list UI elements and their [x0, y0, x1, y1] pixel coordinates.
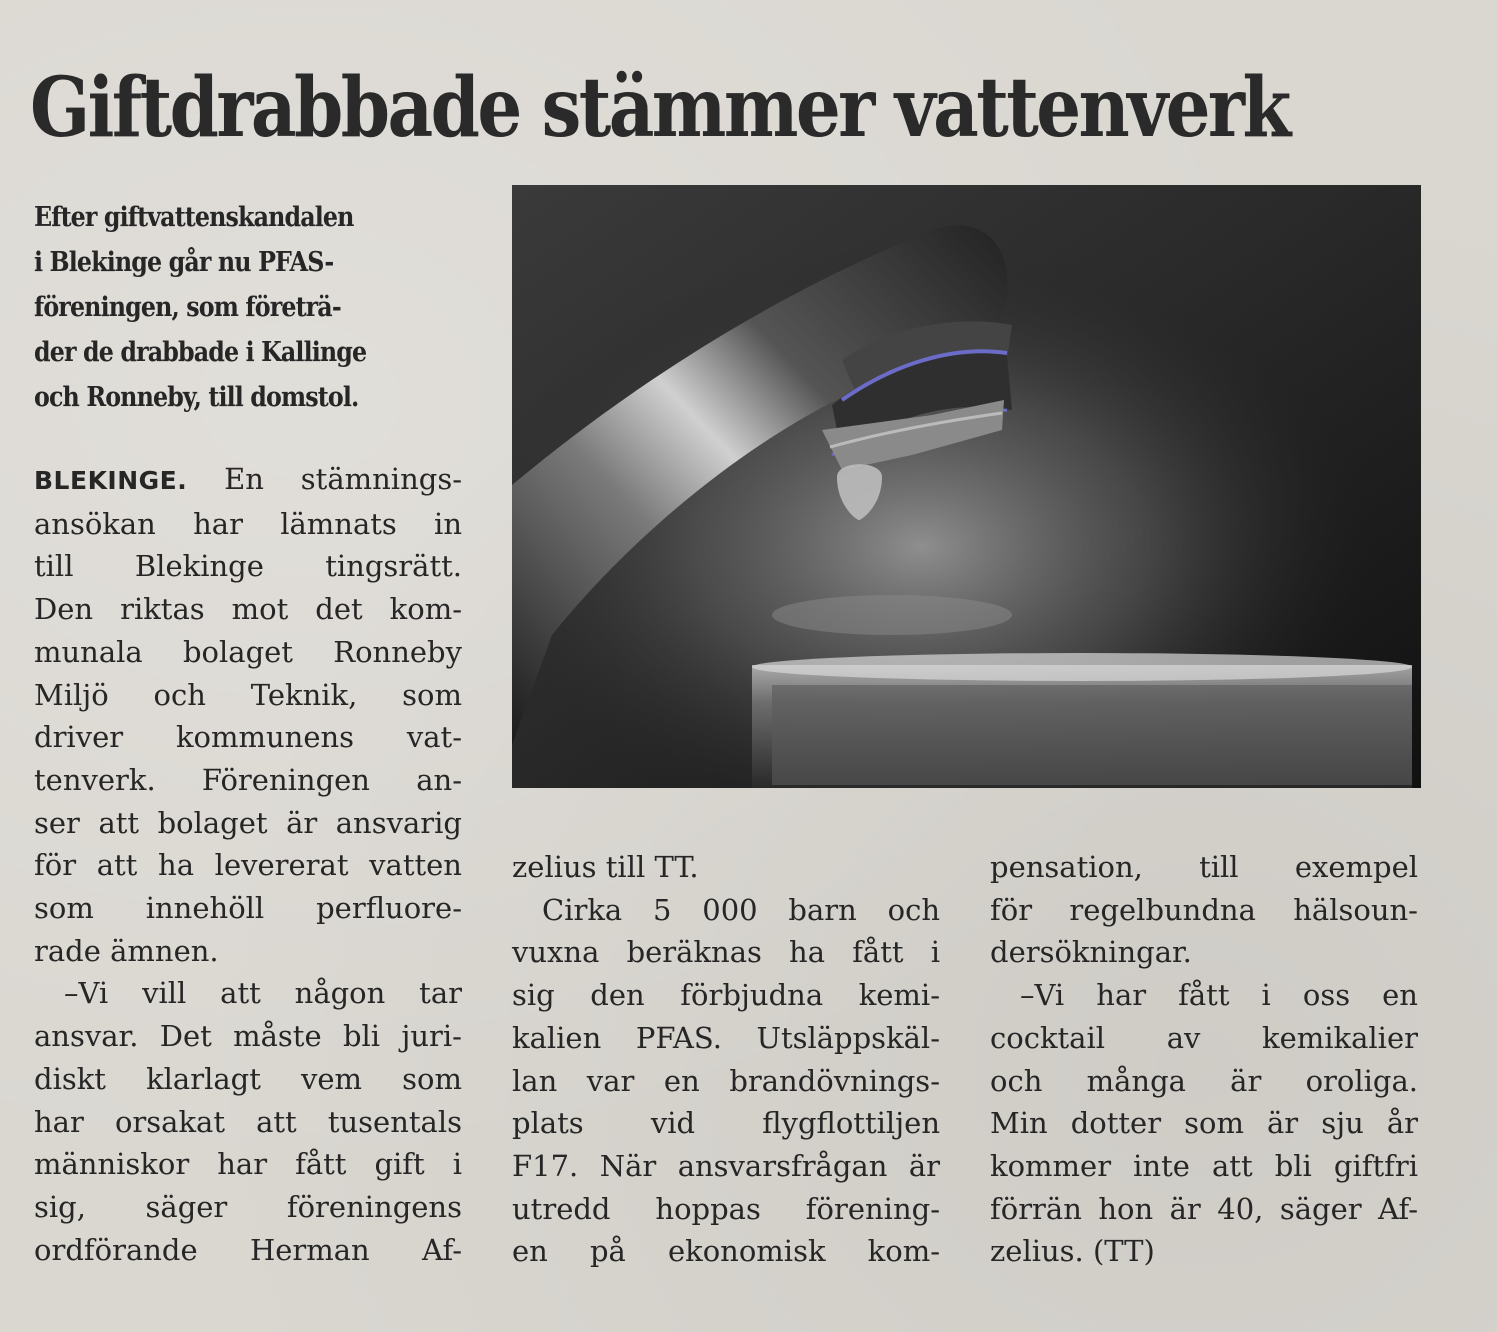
- body-line: tenverk. Föreningen an-: [34, 762, 462, 797]
- body-line: diskt klarlagt vem som: [34, 1061, 462, 1096]
- body-line: dersökningar.: [990, 935, 1192, 970]
- ingress-line: der de drabbade i Kallinge: [34, 337, 367, 368]
- body-line: zelius. (TT): [990, 1234, 1155, 1269]
- body-line: till Blekinge tingsrätt.: [34, 549, 462, 584]
- body-line: kalien PFAS. Utsläppskäl-: [512, 1020, 940, 1055]
- body-line: –Vi har fått i oss en: [1020, 978, 1418, 1013]
- body-line: som innehöll perfluore-: [34, 891, 462, 926]
- body-line: har orsakat att tusentals: [34, 1104, 462, 1139]
- body-line: för att ha levererat vatten: [34, 848, 462, 883]
- dateline: BLEKINGE.: [34, 466, 188, 495]
- body-line: utredd hoppas förening-: [512, 1191, 940, 1226]
- body-line: munala bolaget Ronneby: [34, 634, 462, 669]
- body-line: pensation, till exempel: [990, 850, 1418, 884]
- headline: Giftdrabbade stämmer vattenverk: [30, 60, 1289, 156]
- body-line: ansökan har lämnats in: [34, 506, 462, 541]
- body-line: Min dotter som är sju år: [990, 1106, 1418, 1141]
- body-line: plats vid flygflottiljen: [512, 1106, 940, 1141]
- ingress-line: föreningen, som företrä-: [34, 292, 341, 323]
- ingress-line: Efter giftvattenskandalen: [34, 202, 354, 233]
- body-line: ordförande Herman Af-: [34, 1232, 462, 1267]
- body-line: och många är oroliga.: [990, 1063, 1418, 1098]
- body-column-2: [512, 846, 940, 1273]
- body-line: kommer inte att bli giftfri: [990, 1148, 1418, 1183]
- body-line: vuxna beräknas ha fått i: [512, 935, 940, 970]
- body-line: cocktail av kemikalier: [990, 1020, 1418, 1055]
- body-column-3: [990, 846, 1418, 1273]
- body-line-text: En stämnings-: [187, 462, 462, 496]
- body-line: [34, 458, 462, 503]
- ingress-line: i Blekinge går nu PFAS-: [34, 247, 334, 278]
- body-line: rade ämnen.: [34, 933, 219, 968]
- body-line: lan var en brandövnings-: [512, 1063, 940, 1098]
- body-line: –Vi vill att någon tar: [64, 976, 462, 1011]
- body-line: förrän hon är 40, säger Af-: [990, 1191, 1418, 1226]
- body-line: ansvar. Det måste bli juri-: [34, 1019, 462, 1054]
- body-line: människor har fått gift i: [34, 1147, 462, 1182]
- body-line: F17. När ansvarsfrågan är: [512, 1148, 940, 1183]
- body-line: Den riktas mot det kom-: [34, 592, 462, 627]
- body-column-1: [34, 458, 462, 1271]
- body-line: för regelbundna hälsoun-: [990, 892, 1418, 927]
- body-line: sig den förbjudna kemi-: [512, 978, 940, 1013]
- ingress-line: och Ronneby, till domstol.: [34, 382, 359, 413]
- body-line: Cirka 5 000 barn och: [542, 892, 940, 927]
- body-line: driver kommunens vat-: [34, 720, 462, 755]
- body-line: sig, säger föreningens: [34, 1189, 462, 1224]
- body-line: zelius till TT.: [512, 850, 699, 884]
- body-line: Miljö och Teknik, som: [34, 677, 462, 712]
- ingress: [34, 195, 474, 420]
- body-line: ser att bolaget är ansvarig: [34, 805, 462, 840]
- water-tap-photo: [512, 185, 1421, 788]
- body-line: en på ekonomisk kom-: [512, 1234, 940, 1269]
